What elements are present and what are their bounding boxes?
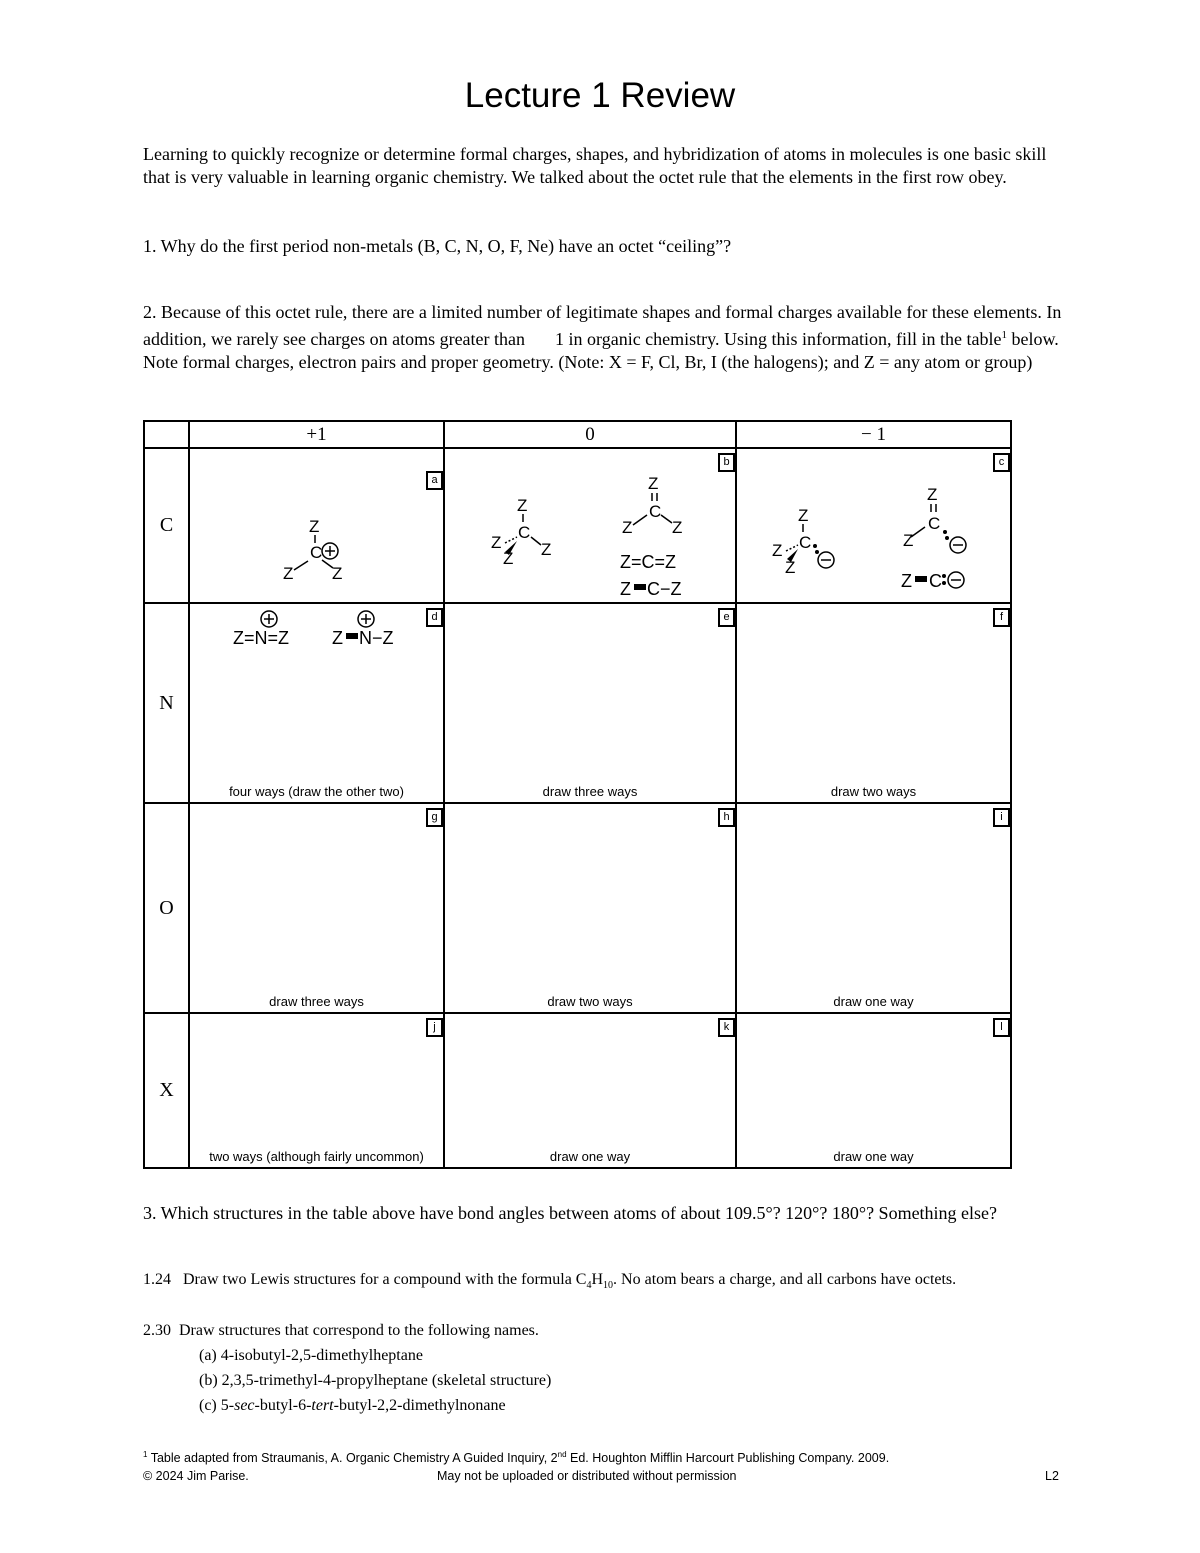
part-a: (a) 4-isobutyl-2,5-dimethylheptane [199,1347,423,1364]
atom-z: Z [620,579,631,599]
cell-l[interactable] [736,1013,1011,1168]
problem-text: . No atom bears a charge, and all carbons have octets. [613,1271,957,1288]
atom-c: C [928,514,941,533]
col-header-zero: 0 [444,421,736,448]
caption-k: draw one way [549,1149,631,1164]
question-2-part2: 1 in organic chemistry. Using this information, fill in the table [555,329,1002,349]
formal-charge-table [143,420,1012,1169]
atom-z: Z [283,564,294,583]
corner-cell [144,421,189,448]
carbanion-structures [737,449,1010,604]
problem-text: Draw structures that correspond to the following names. [179,1322,539,1339]
atom-z: Z [309,517,320,536]
atom-z: Z [332,628,343,648]
cell-b[interactable] [444,448,736,603]
problem-text: Draw two Lewis structures for a compound with the formula C [183,1271,587,1288]
nitrilium-structure: N−Z [359,628,394,648]
problem-text: H [591,1271,604,1288]
atom-z: Z [672,518,683,537]
atom-c: C [310,543,323,562]
caption-d: four ways (draw the other two) [229,784,404,799]
cell-i[interactable] [736,803,1011,1013]
atom-c: C [929,571,942,591]
page-title: Lecture 1 Review [464,76,736,115]
problem-number: 2.30 [143,1322,171,1339]
question-1: 1. Why do the first period non-metals (B, C, N, O, F, Ne) have an octet “ceiling”? [143,236,732,256]
part-c-text: -butyl-2,2-dimethylnonane [333,1397,506,1414]
distribution-notice: May not be uploaded or distributed without permission [437,1469,737,1483]
cell-a[interactable] [189,448,444,603]
part-c-text: (c) 5- [199,1397,235,1414]
part-c [143,1393,1043,1418]
label-b: b [718,453,735,472]
label-i: i [993,808,1010,827]
page-number: L2 [1045,1469,1059,1483]
row-header-n: N [144,603,189,803]
label-c: c [993,453,1010,472]
label-a: a [426,471,443,490]
cumulated-nitrogen: Z=N=Z [233,628,290,648]
problem-1-24 [143,1271,1083,1291]
row-header-o: O [144,803,189,1013]
problem-number: 1.24 [143,1271,171,1288]
col-header-plus1: +1 [189,421,444,448]
footnote-text: Ed. Houghton Mifflin Harcourt Publishing Company. 2009. [566,1451,890,1466]
part-b: (b) 2,3,5-trimethyl-4-propylheptane (skeletal structure) [199,1372,552,1389]
caption-j: two ways (although fairly uncommon) [209,1149,424,1164]
cell-h[interactable] [444,803,736,1013]
caption-f: draw two ways [830,784,917,799]
carbocation-structure [190,449,443,604]
atom-z: Z [503,549,514,568]
cell-d[interactable] [189,603,444,803]
footnote-ref: 1 [1001,329,1007,341]
part-c-italic: tert [311,1397,334,1414]
part-c-italic: sec [234,1397,255,1414]
row-header-x: X [144,1013,189,1168]
atom-z: Z [491,533,502,552]
part-c-text: -butyl-6- [254,1397,312,1414]
nitrogen-cation-structures [190,604,443,664]
footnote-text: Table adapted from Straumanis, A. Organic Chemistry A Guided Inquiry, 2 [147,1451,558,1466]
label-h: h [718,808,735,827]
caption-h: draw two ways [547,994,633,1009]
atom-z: Z [798,506,809,525]
atom-z: Z [901,571,912,591]
cell-j[interactable] [189,1013,444,1168]
atom-c: C [518,523,531,542]
atom-c: C [649,502,662,521]
subscript-10: 10 [603,1280,614,1292]
label-f: f [993,608,1010,627]
atom-z: Z [332,564,343,583]
subscript-4: 4 [586,1280,592,1292]
cell-c[interactable] [736,448,1011,603]
caption-e: draw three ways [542,784,638,799]
label-l: l [993,1018,1010,1037]
caption-g: draw three ways [269,994,364,1009]
intro-paragraph: Learning to quickly recognize or determine formal charges, shapes, and hybridization of atoms in molecules is one basic skill that is very valuable in learning organic chemistry. We talked about the octet rule that the elements in the first row obey. [143,144,1047,187]
label-k: k [718,1018,735,1037]
caption-l: draw one way [833,1149,914,1164]
question-2 [143,301,1063,374]
alkyne-structure: C−Z [647,579,682,599]
atom-z: Z [772,541,783,560]
caption-i: draw one way [833,994,914,1009]
cell-e[interactable] [444,603,736,803]
label-j: j [426,1018,443,1037]
atom-z: Z [927,485,938,504]
label-e: e [718,608,735,627]
label-g: g [426,808,443,827]
atom-z: Z [622,518,633,537]
footnote [143,1450,1103,1465]
copyright: © 2024 Jim Parise. [143,1469,249,1483]
atom-z: Z [785,558,796,577]
atom-z: Z [648,474,659,493]
cumulene-structure: Z=C=Z [620,552,677,572]
atom-z: Z [541,540,552,559]
neutral-carbon-structures [445,449,735,604]
cell-g[interactable] [189,803,444,1013]
cell-k[interactable] [444,1013,736,1168]
label-d: d [426,608,443,627]
problem-2-30 [143,1318,1043,1418]
footnote-ordinal: nd [557,1450,567,1459]
footnote-marker: 1 [143,1450,148,1459]
atom-z: Z [517,496,528,515]
cell-f[interactable] [736,603,1011,803]
row-header-c: C [144,448,189,603]
question-3: 3. Which structures in the table above have bond angles between atoms of about 109.5°? 120°? 180°? Something else? [143,1203,998,1223]
atom-c: C [799,533,812,552]
atom-z: Z [903,531,914,550]
question-2-part1: 2. Because of this octet rule, there are a limited number of legitimate shapes and formal charges available for these elements. In addition, we rarely see charges on atoms greater than [143,302,1062,349]
col-header-minus1: − 1 [736,421,1011,448]
question-2-part3: below. Note formal charges, electron pairs and proper geometry. (Note: X = F, Cl, Br, I (the halogens); and Z = any atom or group) [143,329,1059,372]
